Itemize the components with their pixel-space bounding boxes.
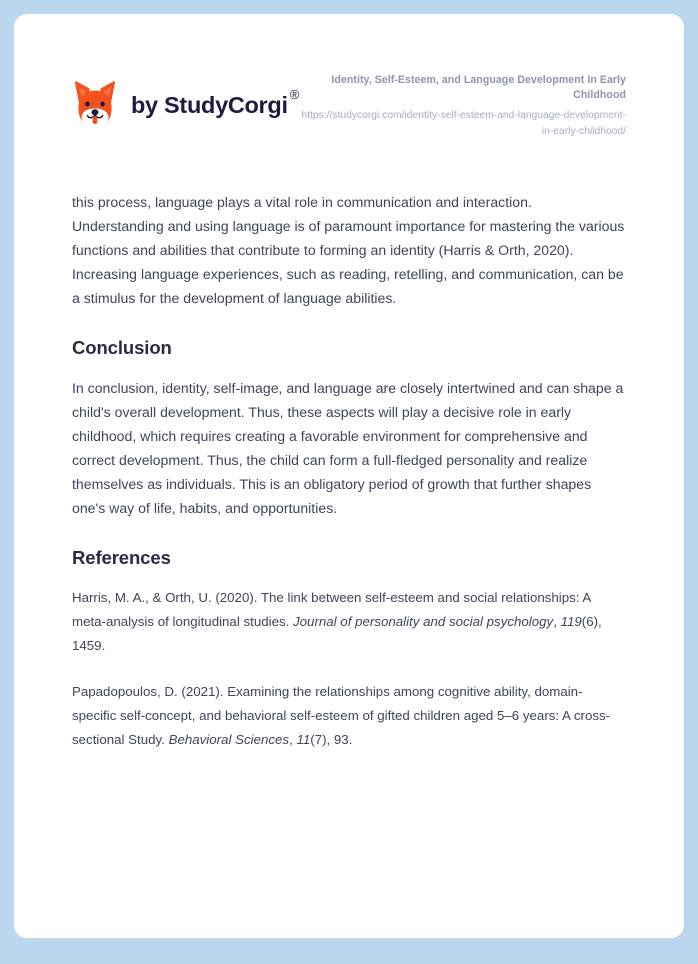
reference-separator: , bbox=[553, 614, 561, 629]
document-page bbox=[14, 14, 684, 938]
corgi-dog-head-icon bbox=[72, 80, 118, 130]
reference-journal-title: Journal of personality and social psychology bbox=[293, 614, 554, 629]
brand-name-text: by StudyCorgi bbox=[131, 91, 288, 118]
reference-volume: 119 bbox=[560, 614, 582, 629]
document-content bbox=[72, 144, 626, 752]
reference-text-lead: Papadopoulos, D. (2021). Examining the relationships among cognitive ability, domain-specific self-concept, and behavioral self-esteem of gifted children aged 5–6 years: A cross-sectional Study. bbox=[72, 684, 611, 747]
brand-wordmark bbox=[131, 86, 299, 118]
reference-entry bbox=[72, 680, 626, 752]
document-source-url[interactable]: https://studycorgi.com/identity-self-esteem-and-language-development-in-early-childhood/ bbox=[301, 110, 626, 137]
conclusion-paragraph: In conclusion, identity, self-image, and language are closely intertwined and can shape a child's overall development. Thus, these aspects will play a decisive role in early childhood, which requires creating a favorable environment for comprehensive and correct development. Thus, the child can form a full-fledged personality and realize themselves as individuals. This is an obligatory period of growth that further shapes one's way of life, habits, and opportunities. bbox=[72, 380, 624, 516]
reference-separator: , bbox=[289, 732, 297, 747]
references-heading: References bbox=[72, 547, 171, 568]
document-header bbox=[72, 14, 626, 144]
reference-entry bbox=[72, 586, 626, 658]
intro-paragraph: this process, language plays a vital role in communication and interaction. Understanding and using language is of paramount importance for mastering the various functions and abilities that contribute to forming an identity (Harris & Orth, 2020). Increasing language experiences, such as reading, retelling, and communication, can be a stimulus for the development of language abilities. bbox=[72, 194, 625, 306]
reference-issue-pages: (7), 93. bbox=[310, 732, 353, 747]
studycorgi-branding bbox=[72, 80, 297, 130]
reference-volume: 11 bbox=[296, 732, 311, 747]
reference-journal-title: Behavioral Sciences bbox=[168, 732, 290, 747]
document-title: Identity, Self-Esteem, and Language Development In Early Childhood bbox=[331, 73, 626, 102]
registered-trademark-symbol: ® bbox=[289, 86, 299, 102]
header-document-meta bbox=[297, 71, 626, 140]
conclusion-heading: Conclusion bbox=[72, 337, 172, 358]
reference-issue-pages: (6), 1459. bbox=[72, 614, 602, 653]
reference-text-lead: Harris, M. A., & Orth, U. (2020). The link between self-esteem and social relationships: A meta-analysis of longitudinal studies. bbox=[72, 590, 591, 629]
